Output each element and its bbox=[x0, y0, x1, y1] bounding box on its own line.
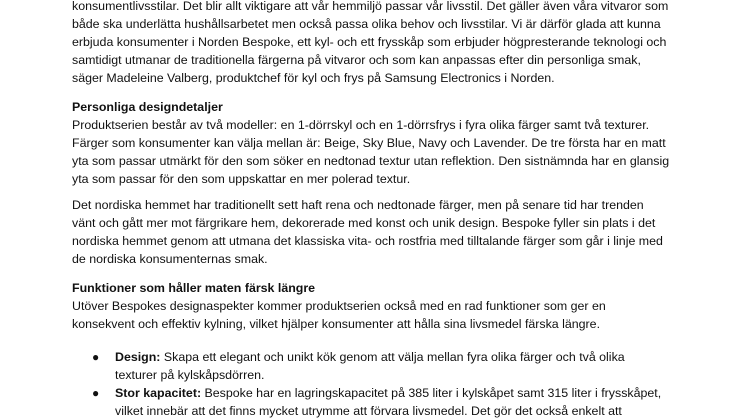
section-design-details bbox=[72, 98, 712, 188]
item-text: texturer på kylskåpsdörren. bbox=[115, 368, 265, 382]
nordic-home-paragraph bbox=[72, 196, 712, 268]
intro-paragraph bbox=[72, 0, 712, 87]
section-heading: Funktioner som håller maten färsk längre bbox=[72, 281, 316, 295]
text-line: Det nordiska hemmet har traditionellt sett haft rena och nedtonade färger, men på senare tid har trenden bbox=[72, 198, 644, 212]
feature-list bbox=[72, 348, 712, 419]
text-line: samtidigt utmanar de traditionella färgerna på vitvaror och som kan anpassas efter din personliga smak, bbox=[72, 53, 641, 67]
text-line: Utöver Bespokes designaspekter kommer produktserien också med en rad funktioner som ger en bbox=[72, 299, 606, 313]
item-label: Stor kapacitet: bbox=[115, 386, 202, 400]
item-text: Skapa ett elegant och unikt kök genom att välja mellan fyra olika färger och två olika bbox=[160, 350, 625, 364]
text-line: nordiska hemmet genom att utmana det klassiska vita- och rostfria med tilltalande färger som går i linje med bbox=[72, 234, 663, 248]
bullet-icon: ● bbox=[92, 350, 100, 364]
text-line: konsumentlivsstilar. Det blir allt viktigare att vår hemmiljö passar vår livsstil. Det gäller även våra vitvaror som bbox=[72, 0, 669, 13]
section-heading: Personliga designdetaljer bbox=[72, 100, 223, 114]
bullet-icon: ● bbox=[92, 386, 100, 400]
text-line: konsekvent och effektiv kylning, vilket hjälper konsumenter att hålla sina livsmedel färska längre. bbox=[72, 317, 601, 331]
text-line: både ska underlätta hushållsarbetet men också passa olika behov och livsstilar. Vi är därför glada att kunna bbox=[72, 17, 661, 31]
text-line: de nordiska konsumenternas smak. bbox=[72, 252, 268, 266]
item-text: Bespoke har en lagringskapacitet på 385 liter i kylskåpet samt 315 liter i frysskåpet, bbox=[201, 386, 662, 400]
text-line: yta som passar utmärkt för den som söker en nedtonad textur utan reflektion. Den sistnämnda har en glansig bbox=[72, 154, 670, 168]
item-text: vilket innebär att det finns mycket utrymme att förvara livsmedel. Det gör det också enkelt att bbox=[115, 404, 622, 418]
text-line: yta som passar för den som uppskattar en mer polerad textur. bbox=[72, 172, 411, 186]
text-line: erbjuda konsumenter i Norden Bespoke, ett kyl- och ett frysskåp som erbjuder högpresterande teknologi och bbox=[72, 35, 667, 49]
list-item bbox=[72, 384, 712, 419]
text-line: vänt och gått mer mot färgrikare hem, dekorerade med konst och unik design. Bespoke fyller sin plats i det bbox=[72, 216, 656, 230]
list-item bbox=[72, 348, 712, 384]
text-line: säger Madeleine Valberg, produktchef för kyl och frys på Samsung Electronics i Norden. bbox=[72, 71, 555, 85]
text-line: Produktserien består av två modeller: en 1-dörrskyl och en 1-dörrsfrys i fyra olika färger samt två texturer. bbox=[72, 118, 650, 132]
text-line: Färger som konsumenter kan välja mellan är: Beige, Sky Blue, Navy och Lavender. De tre första har en matt bbox=[72, 136, 666, 150]
section-functions bbox=[72, 279, 712, 333]
item-label: Design: bbox=[115, 350, 161, 364]
